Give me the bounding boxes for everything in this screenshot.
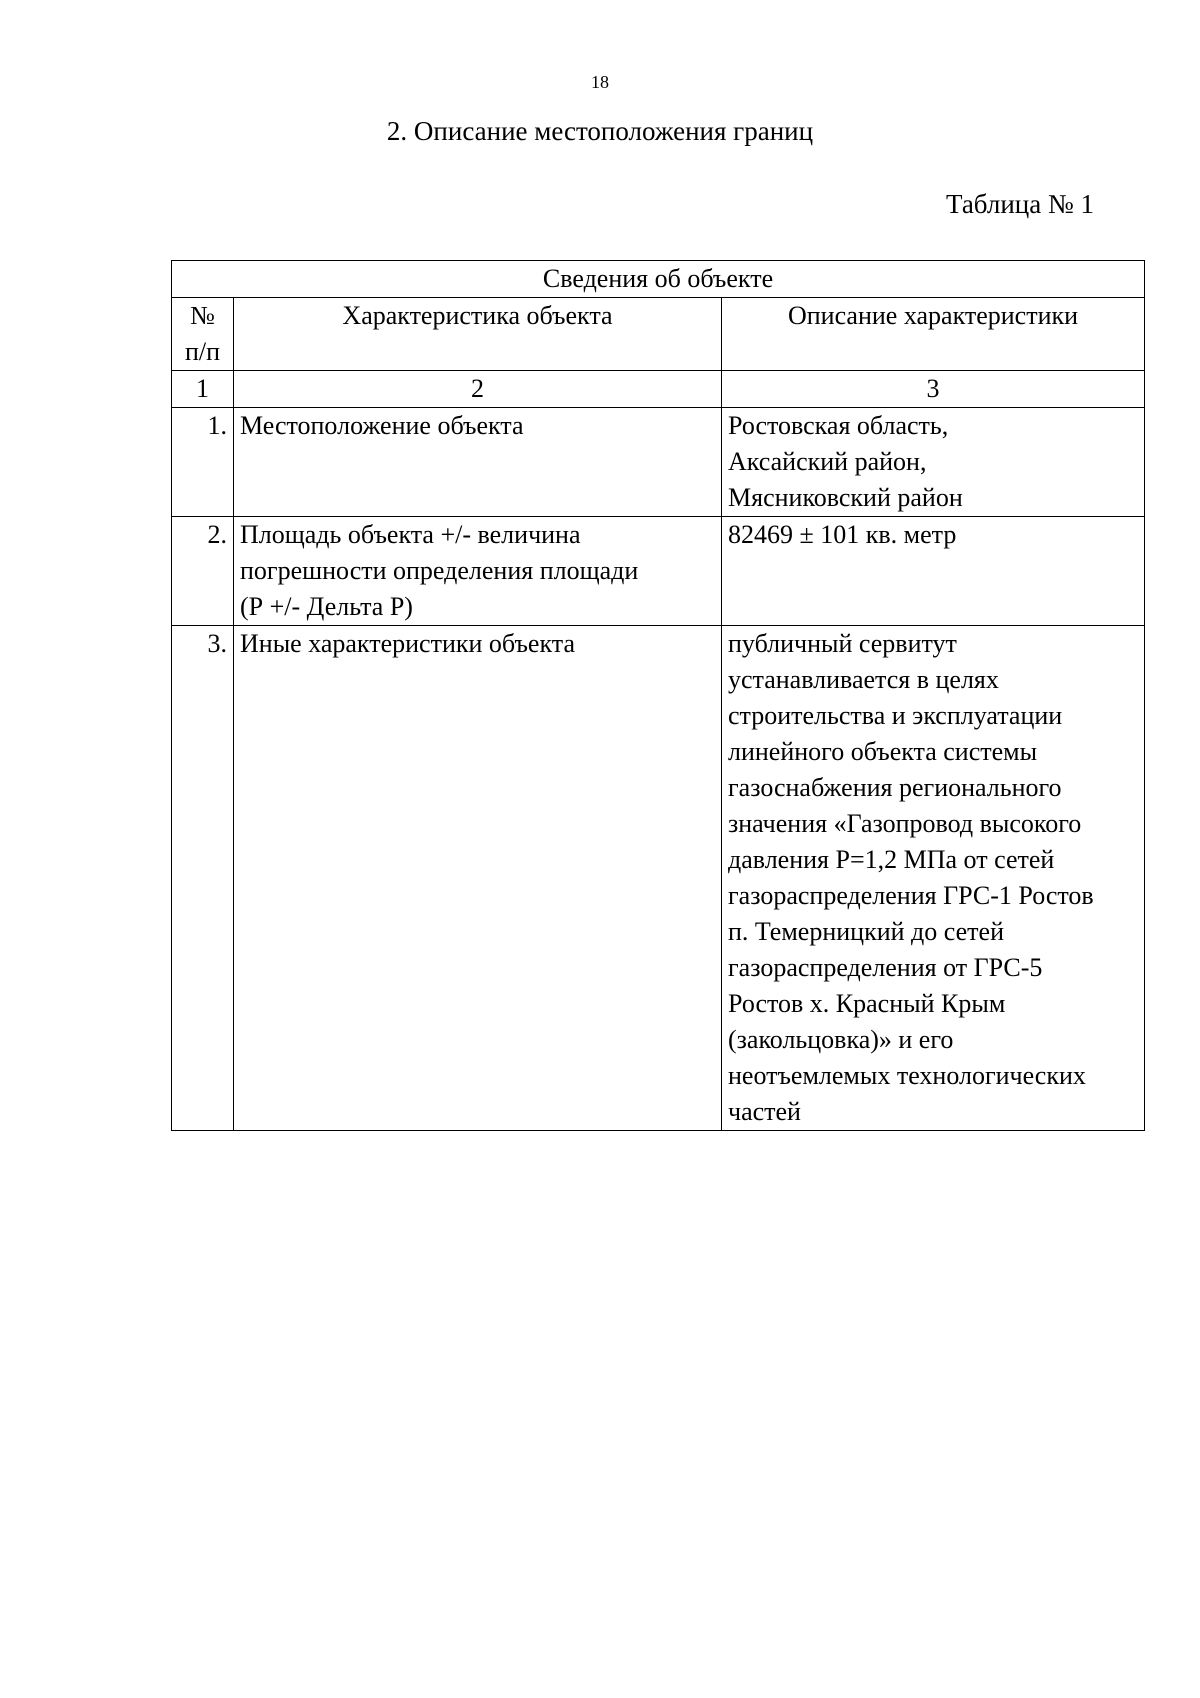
object-info-table [171, 260, 1145, 1131]
row-characteristic [234, 408, 722, 517]
table-label: Таблица № 1 [946, 189, 1094, 219]
description-line: частей [728, 1097, 801, 1126]
table-row [172, 408, 1145, 517]
description-line: Мясниковский район [728, 483, 963, 512]
description-line: неотъемлемых технологических [728, 1061, 1086, 1090]
header-description: Описание характеристики [722, 298, 1145, 371]
characteristic-line: Площадь объекта +/- величина [240, 520, 581, 549]
description-line: газораспределения ГРС-1 Ростов [728, 881, 1094, 910]
characteristic-line: Иные характеристики объекта [240, 629, 575, 658]
column-index: 3 [722, 371, 1145, 408]
row-description [722, 626, 1145, 1131]
description-line: Ростов х. Красный Крым [728, 989, 1006, 1018]
row-description [722, 408, 1145, 517]
characteristic-line: погрешности определения площади [240, 556, 639, 585]
table-caption-row [172, 261, 1145, 298]
characteristic-line: Местоположение объекта [240, 411, 524, 440]
header-characteristic: Характеристика объекта [234, 298, 722, 371]
description-line: 82469 ± 101 кв. метр [728, 520, 957, 549]
characteristic-line: (Р +/- Дельта Р) [240, 592, 413, 621]
description-line: линейного объекта системы [728, 737, 1038, 766]
table-row [172, 626, 1145, 1131]
description-line: устанавливается в целях [728, 665, 999, 694]
row-description [722, 517, 1145, 626]
column-index-row [172, 371, 1145, 408]
table-row [172, 517, 1145, 626]
description-line: строительства и эксплуатации [728, 701, 1063, 730]
header-num-abbr: п/п [184, 337, 221, 366]
row-characteristic [234, 626, 722, 1131]
page-number: 18 [591, 72, 609, 92]
description-line: (закольцовка)» и его [728, 1025, 954, 1054]
row-number: 3. [172, 626, 234, 1131]
description-line: значения «Газопровод высокого [728, 809, 1082, 838]
table-caption: Сведения об объекте [172, 261, 1145, 298]
description-line: давления Р=1,2 МПа от сетей [728, 845, 1055, 874]
row-number: 1. [172, 408, 234, 517]
header-num [172, 298, 234, 371]
description-line: публичный сервитут [728, 629, 957, 658]
description-line: газоснабжения регионального [728, 773, 1062, 802]
description-line: п. Темерницкий до сетей [728, 917, 1004, 946]
description-line: Ростовская область, [728, 411, 949, 440]
description-line: газораспределения от ГРС-5 [728, 953, 1043, 982]
header-num-symbol: № [190, 301, 215, 330]
table-header-row [172, 298, 1145, 371]
row-number: 2. [172, 517, 234, 626]
section-title: 2. Описание местоположения границ [386, 116, 814, 146]
column-index: 2 [234, 371, 722, 408]
description-line: Аксайский район, [728, 447, 927, 476]
row-characteristic [234, 517, 722, 626]
column-index: 1 [172, 371, 234, 408]
